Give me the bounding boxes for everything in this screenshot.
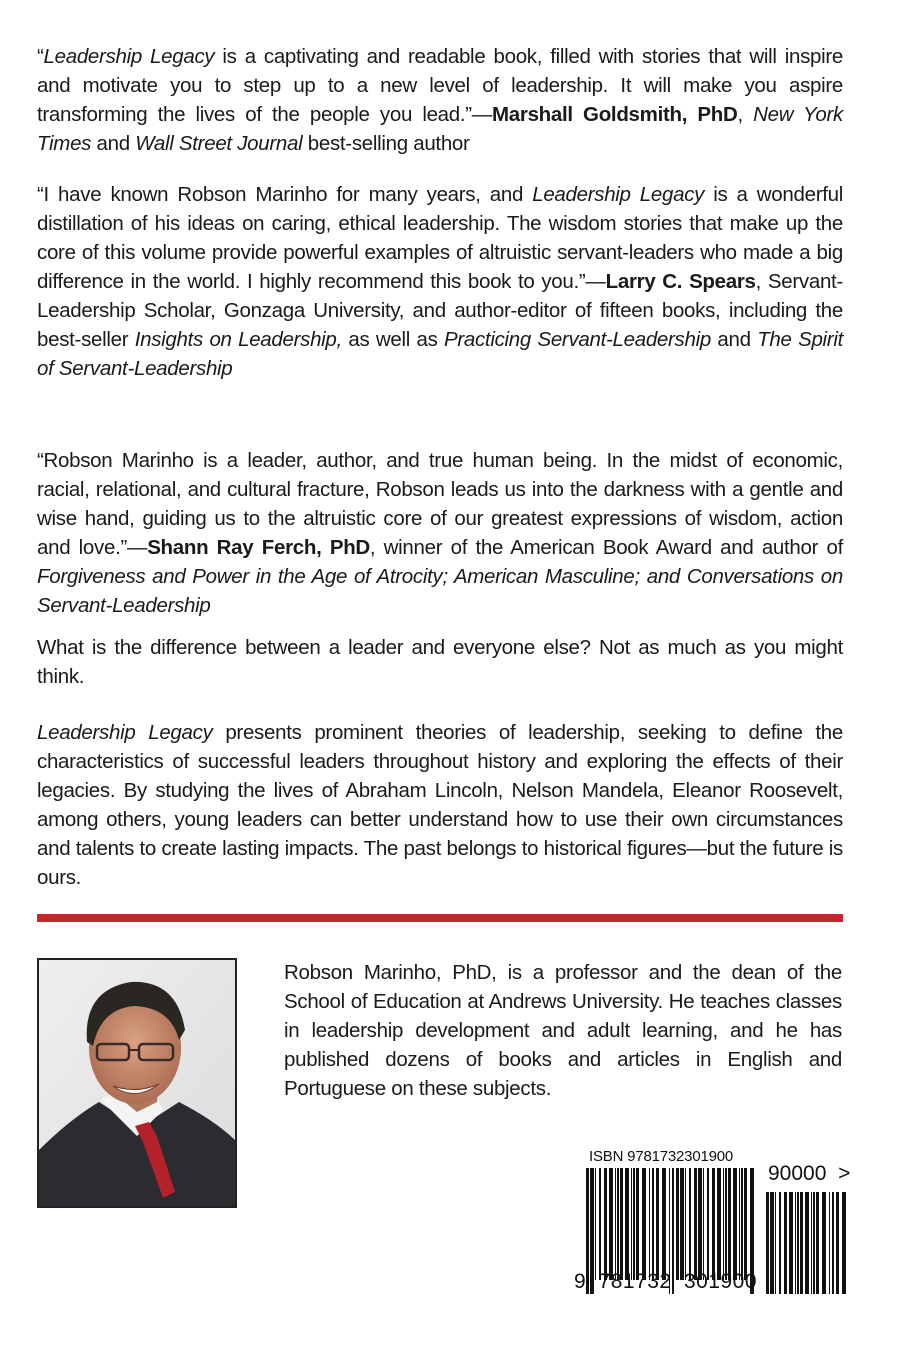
blurb-ferch: [37, 446, 843, 620]
italic-title: Practicing Servant-Leadership: [443, 328, 711, 351]
book-title: Leadership Legacy: [37, 721, 213, 744]
price-code-digits: 90000: [768, 1162, 827, 1185]
quote-text: “: [37, 45, 44, 68]
barcode-digits: [574, 1270, 757, 1294]
quote-text: is a captivating and readable book, filled with stories that will inspire and motivate you to step up to a new level of leadership. It will make you aspire transforming the lives of the people you lead.”—: [37, 45, 844, 126]
quote-text: as well as: [341, 328, 444, 351]
italic-title: Insights on Leadership,: [134, 328, 342, 351]
barcode-addon-bars: [766, 1192, 848, 1294]
quote-text: , Servant-Leadership Scholar, Gonzaga University, and author-editor of fifteen books, including the best-seller: [37, 270, 843, 351]
endorser-name: Shann Ray Ferch, PhD: [147, 536, 370, 559]
quote-text: best-selling author: [302, 132, 470, 155]
quote-text: is a wonderful distillation of his ideas on caring, ethical leadership. The wisdom stories that make up the core of this volume provide powerful examples of altruistic servant-leaders who made a big difference in the world. I highly recommend this book to you.”—: [37, 183, 843, 293]
price-code: [768, 1162, 850, 1186]
book-description: [37, 718, 843, 892]
quote-text: ,: [737, 103, 754, 126]
author-portrait-icon: [39, 960, 235, 1206]
price-arrow: >: [838, 1162, 851, 1185]
italic-title: The Spirit of Servant-Leadership: [37, 328, 843, 380]
italic-title: Leadership Legacy: [43, 45, 215, 68]
isbn-label: ISBN 9781732301900: [589, 1148, 734, 1165]
quote-text: and: [710, 328, 758, 351]
endorser-name: Marshall Goldsmith, PhD: [492, 103, 738, 126]
italic-title: Wall Street Journal: [135, 132, 303, 155]
quote-text: “I have known Robson Marinho for many years, and: [37, 183, 533, 206]
tagline: What is the difference between a leader and everyone else? Not as much as you might think.: [37, 636, 843, 688]
blurb-spears: [37, 180, 843, 383]
author-bio: Robson Marinho, PhD, is a professor and the dean of the School of Education at Andrews University. He teaches classes in leadership development and adult learning, and he has published dozens of books and articles in English and Portuguese on these subjects.: [284, 961, 842, 1100]
italic-title: Forgiveness and Power in the Age of Atrocity; American Masculine; and Conversations on Servant-Leadership: [37, 565, 843, 617]
italic-title: New York Times: [37, 103, 843, 155]
barcode-digits-right: 301900: [683, 1270, 758, 1293]
barcode-digit-first: 9: [574, 1270, 587, 1293]
isbn-barcode: [574, 1140, 866, 1300]
quote-text: and: [91, 132, 136, 155]
italic-title: Leadership Legacy: [532, 183, 705, 206]
description-body: presents prominent theories of leadership, seeking to define the characteristics of successful leaders throughout history and exploring the effects of their legacies. By studying the lives of Abraham Lincoln, Nelson Mandela, Eleanor Roosevelt, among others, young leaders can better understand how to use their own circumstances and talents to create lasting impacts. The past belongs to historical figures—but the future is ours.: [37, 721, 843, 889]
endorser-name: Larry C. Spears: [605, 270, 756, 293]
quote-text: “Robson Marinho is a leader, author, and true human being. In the midst of economic, racial, relational, and cultural fracture, Robson leads us into the darkness with a gentle and wise hand, guiding us to the altruistic core of our greatest expressions of wisdom, action and love.”—: [37, 449, 843, 559]
quote-text: , winner of the American Book Award and author of: [369, 536, 843, 559]
red-divider-rule: [37, 914, 843, 922]
blurb-goldsmith: [37, 42, 843, 158]
author-photo: [37, 958, 237, 1208]
barcode-digits-left: 781732: [598, 1270, 672, 1293]
